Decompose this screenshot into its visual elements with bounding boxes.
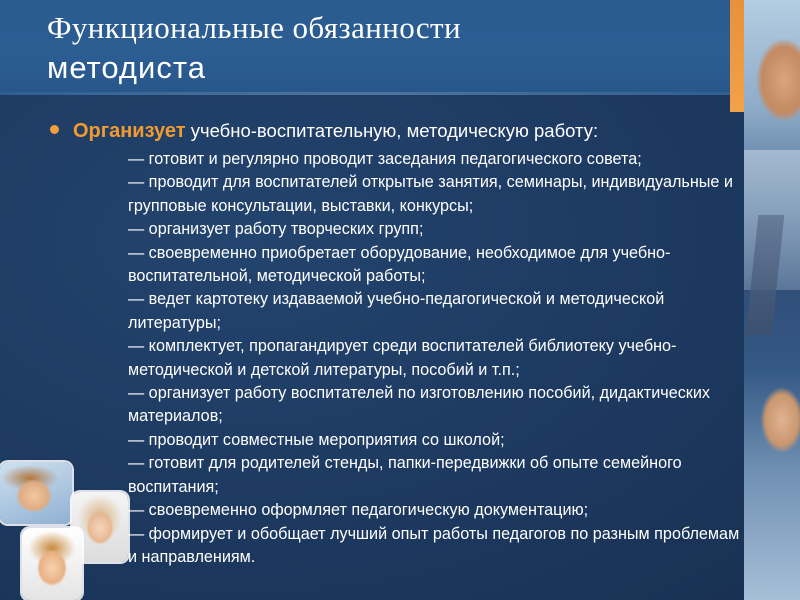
slide-title-line1: Функциональные обязанности [47, 10, 461, 45]
list-item: — готовит для родителей стенды, папки-передвижки об опыте семейного воспитания; [128, 454, 682, 496]
children-photos [0, 462, 130, 600]
list-item: — организует работу воспитателей по изготовлению пособий, дидактических материалов; [128, 384, 711, 426]
list-item: — своевременно приобретает оборудование, необходимое для учебно-воспитательной, методической работы; [128, 243, 671, 286]
list-item: — ведет картотеку издаваемой учебно-педагогической и методической литературы; [128, 290, 665, 332]
duties-list [128, 148, 750, 569]
list-item: — проводит совместные мероприятия со школой; [128, 430, 505, 449]
photo-businessman [744, 0, 800, 600]
list-item: — комплектует, пропагандирует среди воспитателей библиотеку учебно-методической и детской литературы, пособий и т.п.; [128, 337, 677, 379]
slide-title [47, 8, 707, 88]
list-item: — готовит и регулярно проводит заседания педагогического совета; [128, 150, 642, 168]
lead-text: учебно-воспитательную, методическую работу: [185, 120, 599, 141]
orange-dot-icon [50, 125, 59, 134]
list-item: — своевременно оформляет педагогическую документацию; [128, 501, 589, 520]
slide-title-line2: методиста [47, 50, 206, 85]
lead-emphasis: Организует [73, 120, 186, 142]
slide-content [50, 118, 750, 569]
orange-accent-stripe [730, 0, 744, 112]
child-photo-smiling-boy [22, 528, 82, 600]
child-photo-boy [0, 462, 72, 524]
lead-line [50, 118, 750, 144]
list-item: — организует работу творческих групп; [128, 220, 424, 239]
list-item: — проводит для воспитателей открытые занятия, семинары, индивидуальные и групповые консультации, выставки, конкурсы; [128, 173, 733, 215]
list-item: — формирует и обобщает лучший опыт работы педагогов по разным проблемам и направлениям. [128, 524, 740, 566]
